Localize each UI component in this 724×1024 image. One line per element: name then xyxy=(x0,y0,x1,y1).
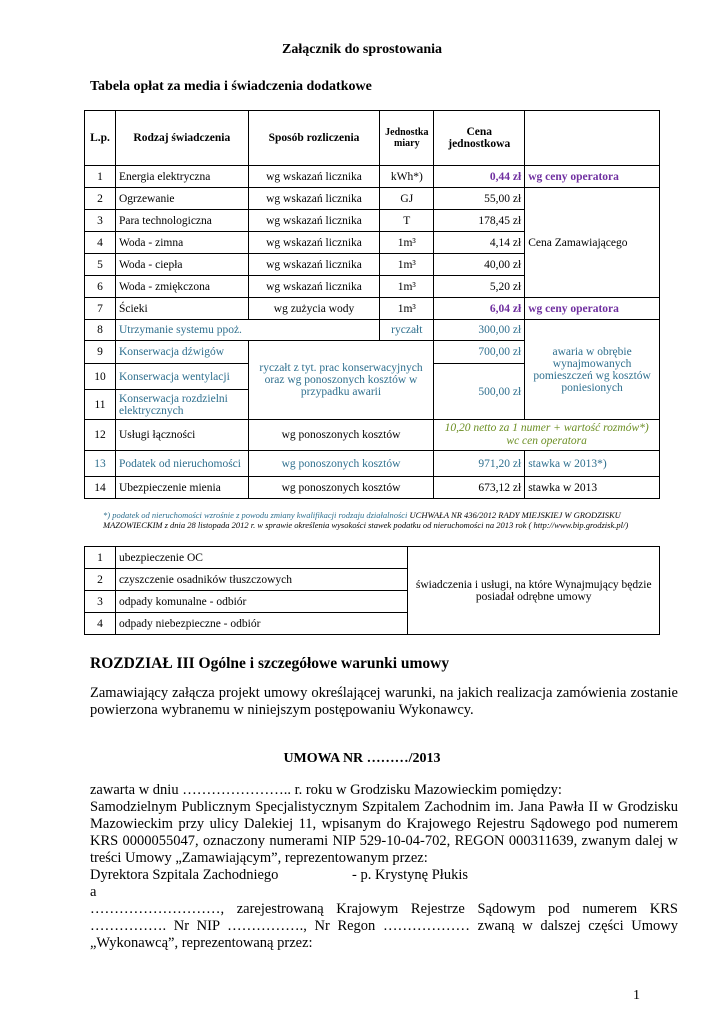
header-lp: L.p. xyxy=(85,111,116,166)
row-method: wg ponoszonych kosztów xyxy=(248,420,434,451)
row-name: Konserwacja wentylacji xyxy=(115,364,248,390)
row-price: 55,00 zł xyxy=(434,188,525,210)
row-lp: 12 xyxy=(85,420,116,451)
row-name: odpady komunalne - odbiór xyxy=(115,591,407,613)
paragraph-party: Samodzielnym Publicznym Specjalistycznym Szpitalem Zachodnim im. Jana Pawła II w Grodzisku Mazowieckim przy ulicy Dalekiej 11, wpisanym do Krajowego Rejestru Sądowego pod numerem KRS 0000055047, oznaczony numerami NIP 529-10-04-702, REGON 000311639, zwanym dalej w treści Umowy „Zamawiającym”, reprezentowanym przez: xyxy=(90,799,678,866)
row-price: 300,00 zł xyxy=(434,320,525,341)
row-name: Ogrzewanie xyxy=(115,188,248,210)
row-name: Woda - zmiękczona xyxy=(115,276,248,298)
row-name: Para technologiczna xyxy=(115,210,248,232)
row-note: 10,20 netto za 1 numer + wartość rozmów*) wc cen operatora xyxy=(434,420,660,451)
header-jednostka: Jednostka miary xyxy=(380,111,434,166)
row-lp: 7 xyxy=(85,298,116,320)
row-price: 500,00 zł xyxy=(434,364,525,420)
section-heading: ROZDZIAŁ III Ogólne i szczegółowe warunki umowy xyxy=(90,655,450,672)
row-name: Woda - zimna xyxy=(115,232,248,254)
row-method: wg zużycia wody xyxy=(248,298,380,320)
paragraph-contractor: ………………………, zarejestrowaną Krajowym Rejestrze Sądowym pod numerem KRS ……………. Nr NIP ……………., Nr Regon ……………… zwaną w dalszej części Umowy „Wykonawcą”, reprezentowaną przez: xyxy=(90,901,678,951)
row-unit: 1m³ xyxy=(380,298,434,320)
cena-zamawiajacego: Cena Zamawiającego xyxy=(525,188,660,298)
row-price: 40,00 zł xyxy=(434,254,525,276)
row-lp: 4 xyxy=(85,613,116,635)
row-method: wg wskazań licznika xyxy=(248,254,380,276)
footnote xyxy=(103,510,663,530)
row-price: 6,04 zł xyxy=(434,298,525,320)
paragraph-a: a xyxy=(90,884,97,900)
row-name: Energia elektryczna xyxy=(115,166,248,188)
row-unit: 1m³ xyxy=(380,232,434,254)
row-unit: 1m³ xyxy=(380,254,434,276)
row-lp: 1 xyxy=(85,547,116,569)
row-lp: 9 xyxy=(85,341,116,364)
row-lp: 10 xyxy=(85,364,116,390)
row-price: 700,00 zł xyxy=(434,341,525,364)
paragraph-date: zawarta w dniu ………………….. r. roku w Grodzisku Mazowieckim pomiędzy: xyxy=(90,782,562,798)
row-method: wg wskazań licznika xyxy=(248,166,380,188)
row-lp: 5 xyxy=(85,254,116,276)
row-method: wg wskazań licznika xyxy=(248,188,380,210)
row-name: Woda - ciepła xyxy=(115,254,248,276)
row-method: wg wskazań licznika xyxy=(248,232,380,254)
row-lp: 1 xyxy=(85,166,116,188)
header-rodzaj: Rodzaj świadczenia xyxy=(115,111,248,166)
services-table xyxy=(84,546,660,635)
row-method: wg wskazań licznika xyxy=(248,276,380,298)
row-lp: 3 xyxy=(85,210,116,232)
table-row xyxy=(85,547,660,569)
director-name: Dyrektora Szpitala Zachodniego xyxy=(90,867,279,883)
row-price: 178,45 zł xyxy=(434,210,525,232)
table-title: Tabela opłat za media i świadczenia dodatkowe xyxy=(90,79,372,94)
table-row xyxy=(85,477,660,499)
services-note: świadczenia i usługi, na które Wynajmujący będzie posiadał odrębne umowy xyxy=(408,547,660,635)
row-price: 971,20 zł xyxy=(434,451,525,477)
row-lp: 14 xyxy=(85,477,116,499)
row-lp: 6 xyxy=(85,276,116,298)
row-lp: 11 xyxy=(85,390,116,420)
table-row xyxy=(85,188,660,210)
row-note: wg ceny operatora xyxy=(525,298,660,320)
row-method: wg ponoszonych kosztów xyxy=(248,477,434,499)
row-name: Ubezpieczenie mienia xyxy=(115,477,248,499)
row-unit: ryczałt xyxy=(380,320,434,341)
row-method: wg ponoszonych kosztów xyxy=(248,451,434,477)
table-row xyxy=(85,451,660,477)
table-row xyxy=(85,320,660,341)
table-row xyxy=(85,298,660,320)
row-name: odpady niebezpieczne - odbiór xyxy=(115,613,407,635)
row-name: Ścieki xyxy=(115,298,248,320)
row-price: 0,44 zł xyxy=(434,166,525,188)
row-name: Konserwacja rozdzielni elektrycznych xyxy=(115,390,248,420)
row-unit: T xyxy=(380,210,434,232)
row-unit: GJ xyxy=(380,188,434,210)
page-title: Załącznik do sprostowania xyxy=(282,42,442,57)
table-header-row xyxy=(85,111,660,166)
row-name: Usługi łączności xyxy=(115,420,248,451)
row-unit: 1m³ xyxy=(380,276,434,298)
table-row xyxy=(85,420,660,451)
header-sposob: Sposób rozliczenia xyxy=(248,111,380,166)
footnote-law: UCHWAŁA NR 436/2012 RADY MIEJSKIEJ W GRODZISKU MAZOWIECKIM z dnia 28 listopada 2012 r. w sprawie określenia wysokości stawek podatku od nieruchomości na 2013 rok ( http://www.bip.grodzisk.pl/) xyxy=(103,510,629,530)
contract-title: UMOWA NR ………/2013 xyxy=(283,751,441,766)
footnote-text: *) podatek od nieruchomości wzrośnie z powodu zmiany kwalifikacji rodzaju działalności xyxy=(103,510,408,520)
director-person: - p. Krystynę Płukis xyxy=(352,867,468,883)
ryczalt-note: ryczałt z tyt. prac konserwacyjnych oraz wg ponoszonych kosztów w przypadku awarii xyxy=(248,341,434,420)
table-row xyxy=(85,166,660,188)
row-note: wg ceny operatora xyxy=(525,166,660,188)
header-empty xyxy=(525,111,660,166)
awaria-note: awaria w obrębie wynajmowanych pomieszczeń wg kosztów poniesionych xyxy=(525,320,660,420)
row-lp: 4 xyxy=(85,232,116,254)
row-price: 4,14 zł xyxy=(434,232,525,254)
row-name: ubezpieczenie OC xyxy=(115,547,407,569)
row-lp: 8 xyxy=(85,320,116,341)
row-method: wg wskazań licznika xyxy=(248,210,380,232)
row-lp: 3 xyxy=(85,591,116,613)
row-lp: 13 xyxy=(85,451,116,477)
row-name: czyszczenie osadników tłuszczowych xyxy=(115,569,407,591)
row-price: 673,12 zł xyxy=(434,477,525,499)
row-name: Konserwacja dźwigów xyxy=(115,341,248,364)
row-note: stawka w 2013 xyxy=(525,477,660,499)
row-name: Podatek od nieruchomości xyxy=(115,451,248,477)
row-price: 5,20 zł xyxy=(434,276,525,298)
row-note: stawka w 2013*) xyxy=(525,451,660,477)
header-cena: Cena jednostkowa xyxy=(434,111,525,166)
page-number: 1 xyxy=(633,988,640,1003)
row-lp: 2 xyxy=(85,569,116,591)
row-name: Utrzymanie systemu ppoż. xyxy=(115,320,379,341)
row-lp: 2 xyxy=(85,188,116,210)
row-unit: kWh*) xyxy=(380,166,434,188)
intro-paragraph: Zamawiający załącza projekt umowy określającej warunki, na jakich realizacja zamówienia zostanie powierzona wybranemu w niniejszym postępowaniu Wykonawcy. xyxy=(90,685,678,718)
fees-table xyxy=(84,110,660,499)
